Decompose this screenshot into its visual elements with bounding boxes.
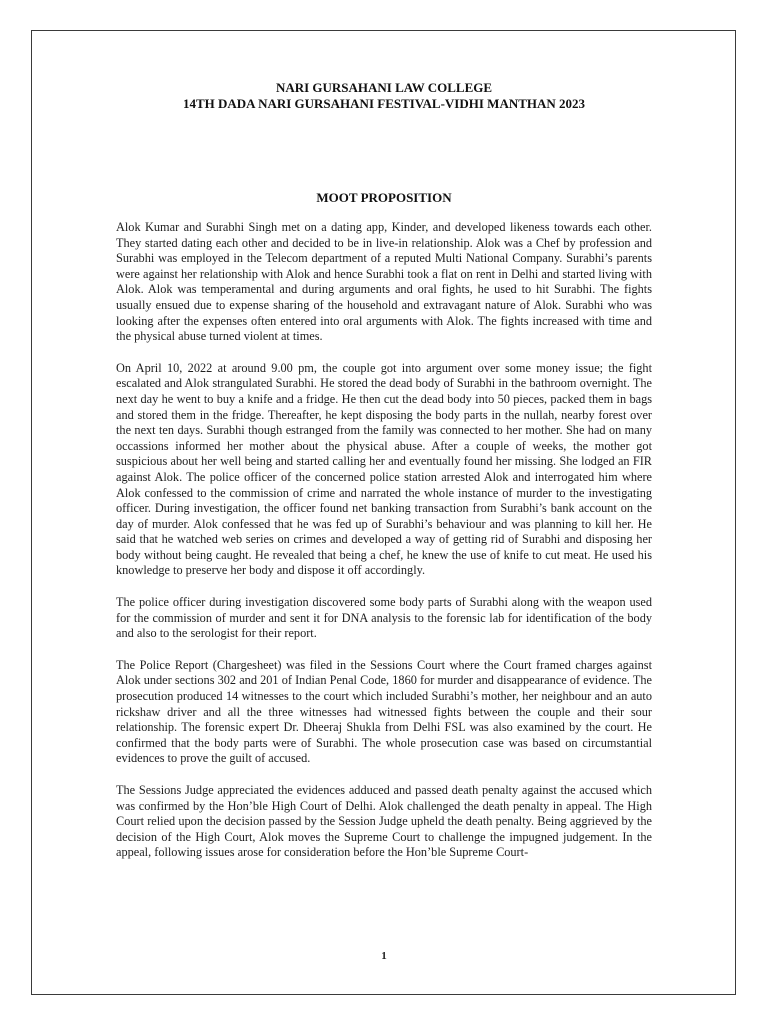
page-number: 1 xyxy=(381,950,387,962)
paragraph-3: The police officer during investigation discovered some body parts of Surabhi along with the weapon used for the commission of murder and sent it for DNA analysis to the forensic lab for identification of the body and also to the serologist for their report. xyxy=(116,595,652,641)
festival-title: 14TH DADA NARI GURSAHANI FESTIVAL-VIDHI MANTHAN 2023 xyxy=(182,96,586,111)
document-body xyxy=(116,80,652,877)
section-title: MOOT PROPOSITION xyxy=(316,190,452,205)
paragraph-1: Alok Kumar and Surabhi Singh met on a dating app, Kinder, and developed likeness towards each other. They started dating each other and decided to be in live-in relationship. Alok was a Chef by profession and Surabhi was employed in the Telecom department of a reputed Multi National Company. Surabhi’s parents were against her relationship with Alok and hence Surabhi took a flat on rent in Delhi and started living with Alok. Alok was temperamental and during arguments and oral fights, he used to hit Surabhi. The fights usually ensued due to expense sharing of the household and extravagant nature of Alok. Surabhi who was looking after the expenses often entered into oral arguments with Alok. The fights increased with time and the physical abuse turned violent at times. xyxy=(116,220,652,344)
college-title: NARI GURSAHANI LAW COLLEGE xyxy=(275,80,493,95)
paragraph-5: The Sessions Judge appreciated the evidences adduced and passed death penalty against the accused which was confirmed by the Hon’ble High Court of Delhi. Alok challenged the death penalty in appeal. The High Court relied upon the decision passed by the Session Judge upheld the death penalty. Being aggrieved by the decision of the High Court, Alok moves the Supreme Court to challenge the impugned judgement. In the appeal, following issues arose for consideration before the Hon’ble Supreme Court- xyxy=(116,783,652,860)
paragraph-4: The Police Report (Chargesheet) was filed in the Sessions Court where the Court framed charges against Alok under sections 302 and 201 of Indian Penal Code, 1860 for murder and disappearance of evidence. The prosecution produced 14 witnesses to the court which included Surabhi’s mother, her neighbour and an auto rickshaw driver and all the three witnesses had witnessed fights between the couple and their sour relationship. The forensic expert Dr. Dheeraj Shukla from Delhi FSL was also examined by the court. He confirmed that the body parts were of Surabhi. The whole prosecution case was based on circumstantial evidences to prove the guilt of accused. xyxy=(116,657,652,766)
paragraph-2: On April 10, 2022 at around 9.00 pm, the couple got into argument over some money issue; the fight escalated and Alok strangulated Surabhi. He stored the dead body of Surabhi in the bathroom overnight. The next day he went to buy a knife and a fridge. He then cut the dead body into 50 pieces, packed them in bags and stored them in the fridge. Thereafter, he kept disposing the body parts in the nullah, nearby forest over the next ten days. Surabhi though estranged from the family was connected to her mother. She had on many occassions informed her mother about the physical abuse. After a couple of weeks, the mother got suspicious about her well being and started calling her and eventually found her missing. She lodged an FIR against Alok. The police officer of the concerned police station arrested Alok and interrogated him where Alok confessed to the commission of crime and narrated the whole instance of murder to the investigating officer. During investigation, the officer found net banking transaction from Surabhi’s bank account on the day of murder. Alok confessed that he was fed up of Surabhi’s behaviour and was planning to kill her. He said that he watched web series on crimes and developed a way of getting rid of Surabhi and disposing her body without being caught. He revealed that being a chef, he knew the use of knife to cut meat. He used his knowledge to preserve her body and dispose it off accordingly. xyxy=(116,360,652,578)
